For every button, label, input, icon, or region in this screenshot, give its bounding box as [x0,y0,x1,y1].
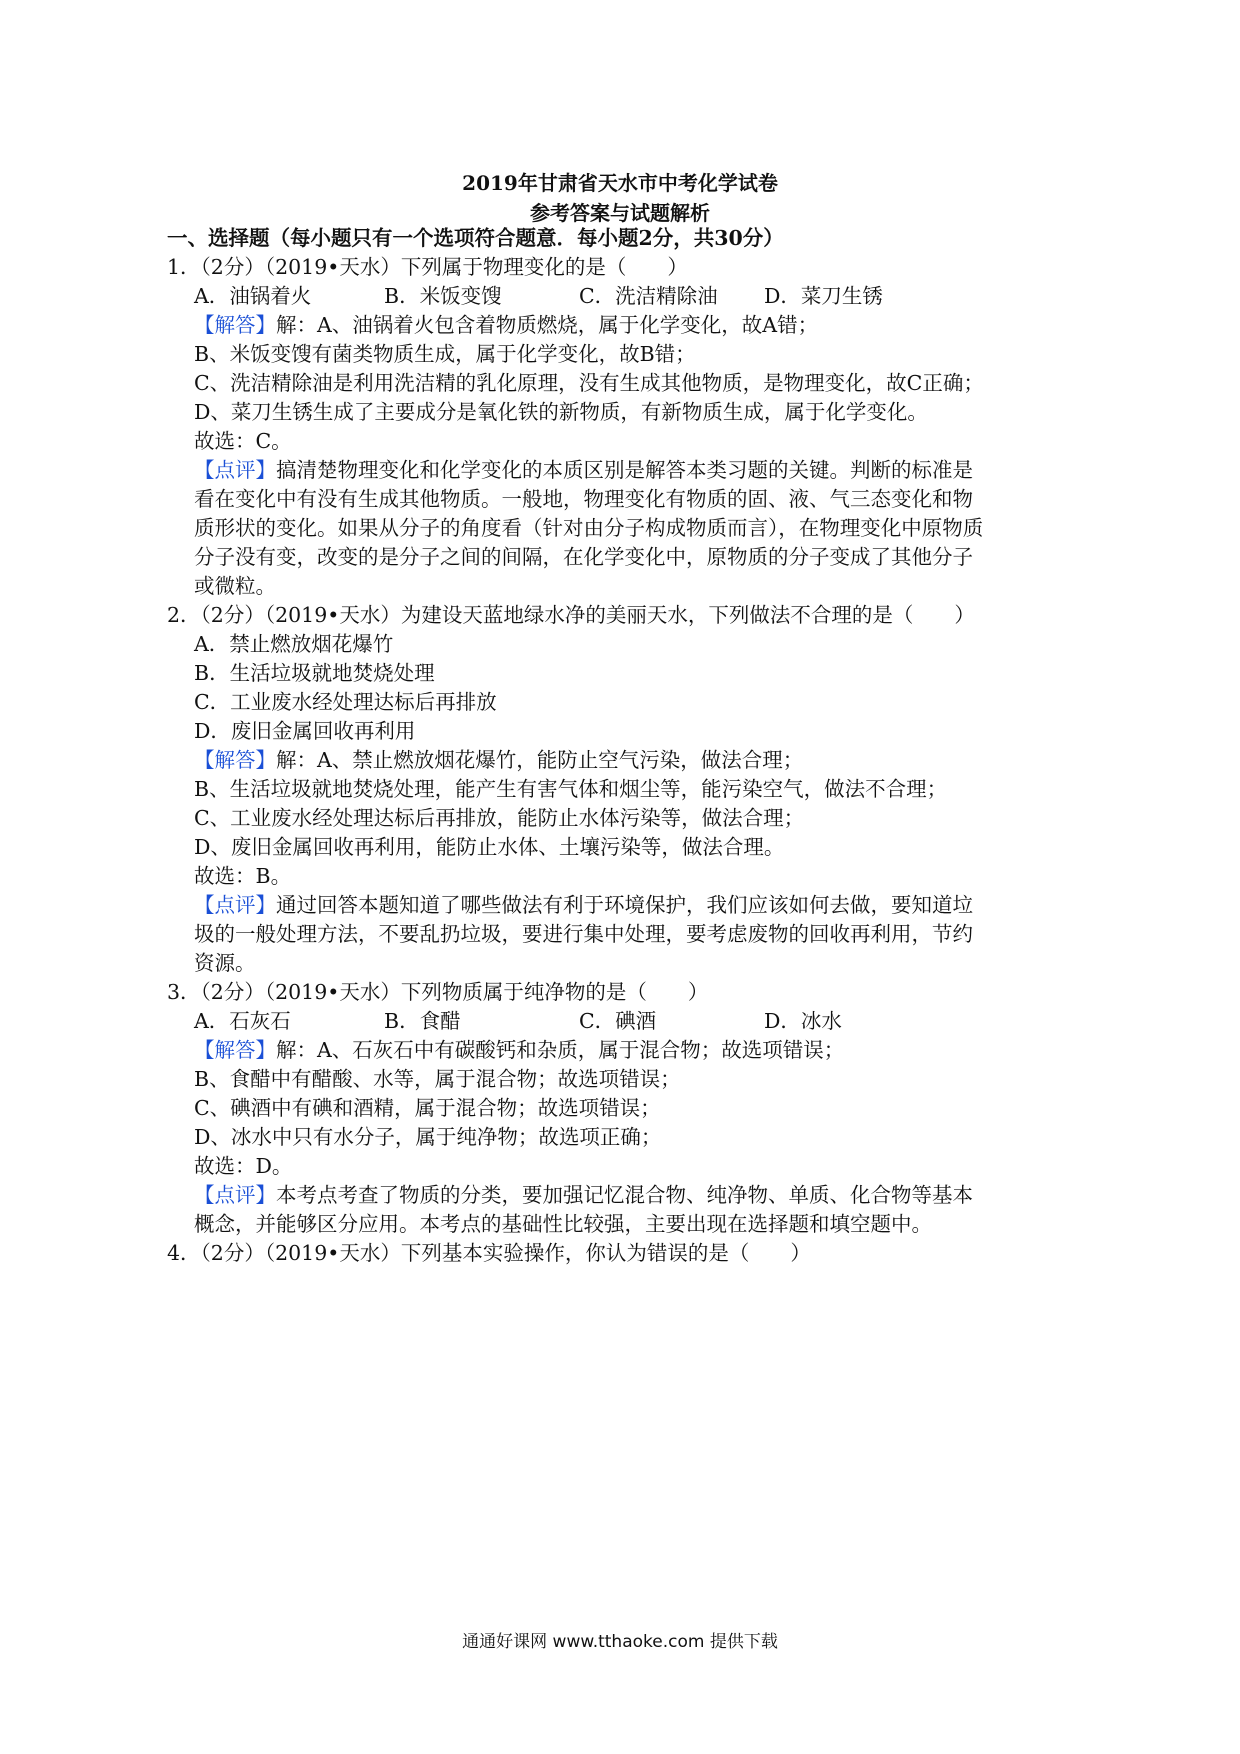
question-2-review-line-3: 资源。 [194,951,256,975]
question-4-stem: 4．（2分）（2019•天水）下列基本实验操作，你认为错误的是（ ） [167,1241,811,1265]
page-footer: 通通好课网 www.tthaoke.com 提供下载 [462,1632,778,1652]
question-2-option-a: A．禁止燃放烟花爆竹 [194,632,394,656]
review-tag: 【点评】 [194,1183,276,1207]
question-2-review-line-1 [194,891,973,919]
question-1-review-line-2: 看在变化中有没有生成其他物质。一般地，物理变化有物质的固、液、气三态变化和物 [194,487,973,511]
question-1-answer-line-2: B、米饭变馊有菌类物质生成，属于化学变化，故B错； [194,342,696,366]
question-2-review-line-2: 圾的一般处理方法，不要乱扔垃圾，要进行集中处理，要考虑废物的回收再利用，节约 [194,922,973,946]
review-text: 本考点考查了物质的分类，要加强记忆混合物、纯净物、单质、化合物等基本 [276,1183,973,1207]
question-3-answer-choice: 故选：D。 [194,1154,293,1178]
question-1-review-line-5: 或微粒。 [194,574,276,598]
question-2-option-d: D．废旧金属回收再利用 [194,719,416,743]
answer-tag: 【解答】 [194,1038,276,1062]
question-3-stem: 3．（2分）（2019•天水）下列物质属于纯净物的是（ ） [167,980,709,1004]
question-2-option-c: C．工业废水经处理达标后再排放 [194,690,497,714]
question-3-option-d: D．冰水 [764,1009,842,1033]
question-2-answer-line-3: C、工业废水经处理达标后再排放，能防止水体污染等，做法合理； [194,806,805,830]
question-3-review-line-2: 概念，并能够区分应用。本考点的基础性比较强，主要出现在选择题和填空题中。 [194,1212,932,1236]
question-3-review-line-1 [194,1181,973,1209]
question-1-review-line-1 [194,456,973,484]
question-3-answer-line-1 [194,1036,844,1064]
question-3-answer-line-4: D、冰水中只有水分子，属于纯净物；故选项正确； [194,1125,662,1149]
question-1-review-line-4: 分子没有变，改变的是分子之间的间隔，在化学变化中，原物质的分子变成了其他分子 [194,545,973,569]
question-2-answer-line-1 [194,746,803,774]
answer-tag: 【解答】 [194,313,276,337]
question-1-option-a: A．油锅着火 [194,284,312,308]
question-1-answer-choice: 故选：C。 [194,429,292,453]
question-3-answer-line-3: C、碘酒中有碘和酒精，属于混合物；故选项错误； [194,1096,661,1120]
question-2-answer-choice: 故选：B。 [194,864,292,888]
review-tag: 【点评】 [194,458,276,482]
question-3-option-c: C．碘酒 [579,1009,657,1033]
answer-text: 解：A、禁止燃放烟花爆竹，能防止空气污染，做法合理； [276,748,804,772]
answer-tag: 【解答】 [194,748,276,772]
question-1-answer-line-4: D、菜刀生锈生成了主要成分是氧化铁的新物质，有新物质生成，属于化学变化。 [194,400,928,424]
question-3-option-b: B．食醋 [384,1009,461,1033]
question-1-answer-line-1 [194,311,818,339]
question-1-option-d: D．菜刀生锈 [764,284,883,308]
question-3-answer-line-2: B、食醋中有醋酸、水等，属于混合物；故选项错误； [194,1067,681,1091]
question-3-option-a: A．石灰石 [194,1009,291,1033]
answer-text: 解：A、油锅着火包含着物质燃烧，属于化学变化，故A错； [276,313,819,337]
answer-text: 解：A、石灰石中有碳酸钙和杂质，属于混合物；故选项错误； [276,1038,845,1062]
question-2-option-b: B．生活垃圾就地焚烧处理 [194,661,435,685]
document-subtitle: 参考答案与试题解析 [530,201,710,225]
review-text: 搞清楚物理变化和化学变化的本质区别是解答本类习题的关键。判断的标准是 [276,458,973,482]
question-1-option-b: B．米饭变馊 [384,284,502,308]
question-1-review-line-3: 质形状的变化。如果从分子的角度看（针对由分子构成物质而言），在物理变化中原物质 [194,516,984,540]
question-2-stem: 2．（2分）（2019•天水）为建设天蓝地绿水净的美丽天水，下列做法不合理的是（ ） [167,603,975,627]
question-1-answer-line-3: C、洗洁精除油是利用洗洁精的乳化原理，没有生成其他物质，是物理变化，故C正确； [194,371,984,395]
section-heading: 一、选择题（每小题只有一个选项符合题意．每小题2分，共30分） [167,226,784,250]
review-text: 通过回答本题知道了哪些做法有利于环境保护，我们应该如何去做，要知道垃 [276,893,973,917]
question-1-stem: 1．（2分）（2019•天水）下列属于物理变化的是（ ） [167,255,688,279]
question-2-answer-line-4: D、废旧金属回收再利用，能防止水体、土壤污染等，做法合理。 [194,835,785,859]
question-2-answer-line-2: B、生活垃圾就地焚烧处理，能产生有害气体和烟尘等，能污染空气，做法不合理； [194,777,948,801]
review-tag: 【点评】 [194,893,276,917]
question-1-option-c: C．洗洁精除油 [579,284,718,308]
document-title: 2019年甘肃省天水市中考化学试卷 [462,171,778,195]
